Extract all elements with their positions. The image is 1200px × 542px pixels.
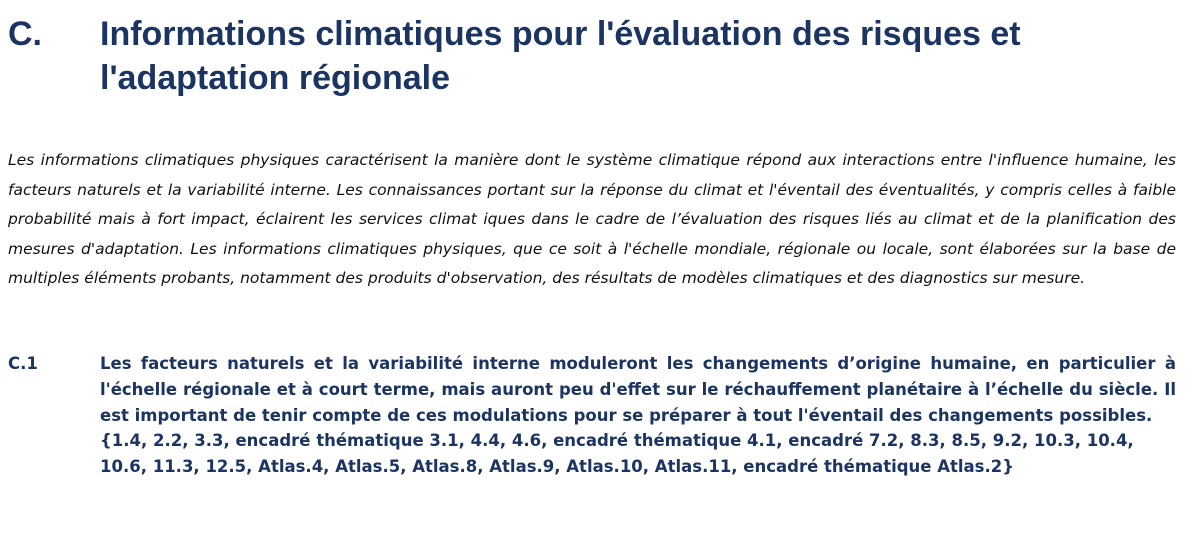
section-title: Informations climatiques pour l'évaluation des risques et l'adaptation régionale — [100, 15, 1021, 97]
finding-text: Les facteurs naturels et la variabilité interne moduleront les changements d’origine humaine, en particulier à l'échelle régionale et à court terme, mais auront peu d'effet sur le réchauffement planétaire à l’échelle du siècle. Il est important de tenir compte de ces modulations pour se préparer à tout l'éventail des changements possibles. — [100, 354, 1176, 425]
finding-references: {1.4, 2.2, 3.3, encadré thématique 3.1, 4.4, 4.6, encadré thématique 4.1, encadré 7.2, 8.3, 8.5, 9.2, 10.3, 10.4, 10.6, 11.3, 12.5, Atlas.4, Atlas.5, Atlas.8, Atlas.9, Atlas.10, Atlas.11, encadré thématique Atlas.2} — [100, 431, 1134, 477]
finding-number: C.1 — [8, 354, 38, 373]
section-letter: C. — [8, 15, 42, 53]
intro-paragraph: Les informations climatiques physiques caractérisent la manière dont le système climatique répond aux interactions entre l'influence humaine, les facteurs naturels et la variabilité interne. Les connaissances portant sur la réponse du climat et l'éventail des éventualités, y compris celles à faible probabilité mais à fort impact, éclairent les services climat iques dans le cadre de l’évaluation des risques liés au climat et de la planification des mesures d'adaptation. Les informations climatiques physiques, que ce soit à l'échelle mondiale, régionale ou locale, sont élaborées sur la base de multiples éléments probants, notamment des produits d'observation, des résultats de modèles climatiques et des diagnostics sur mesure. — [8, 151, 1176, 287]
finding-body — [100, 351, 1176, 480]
